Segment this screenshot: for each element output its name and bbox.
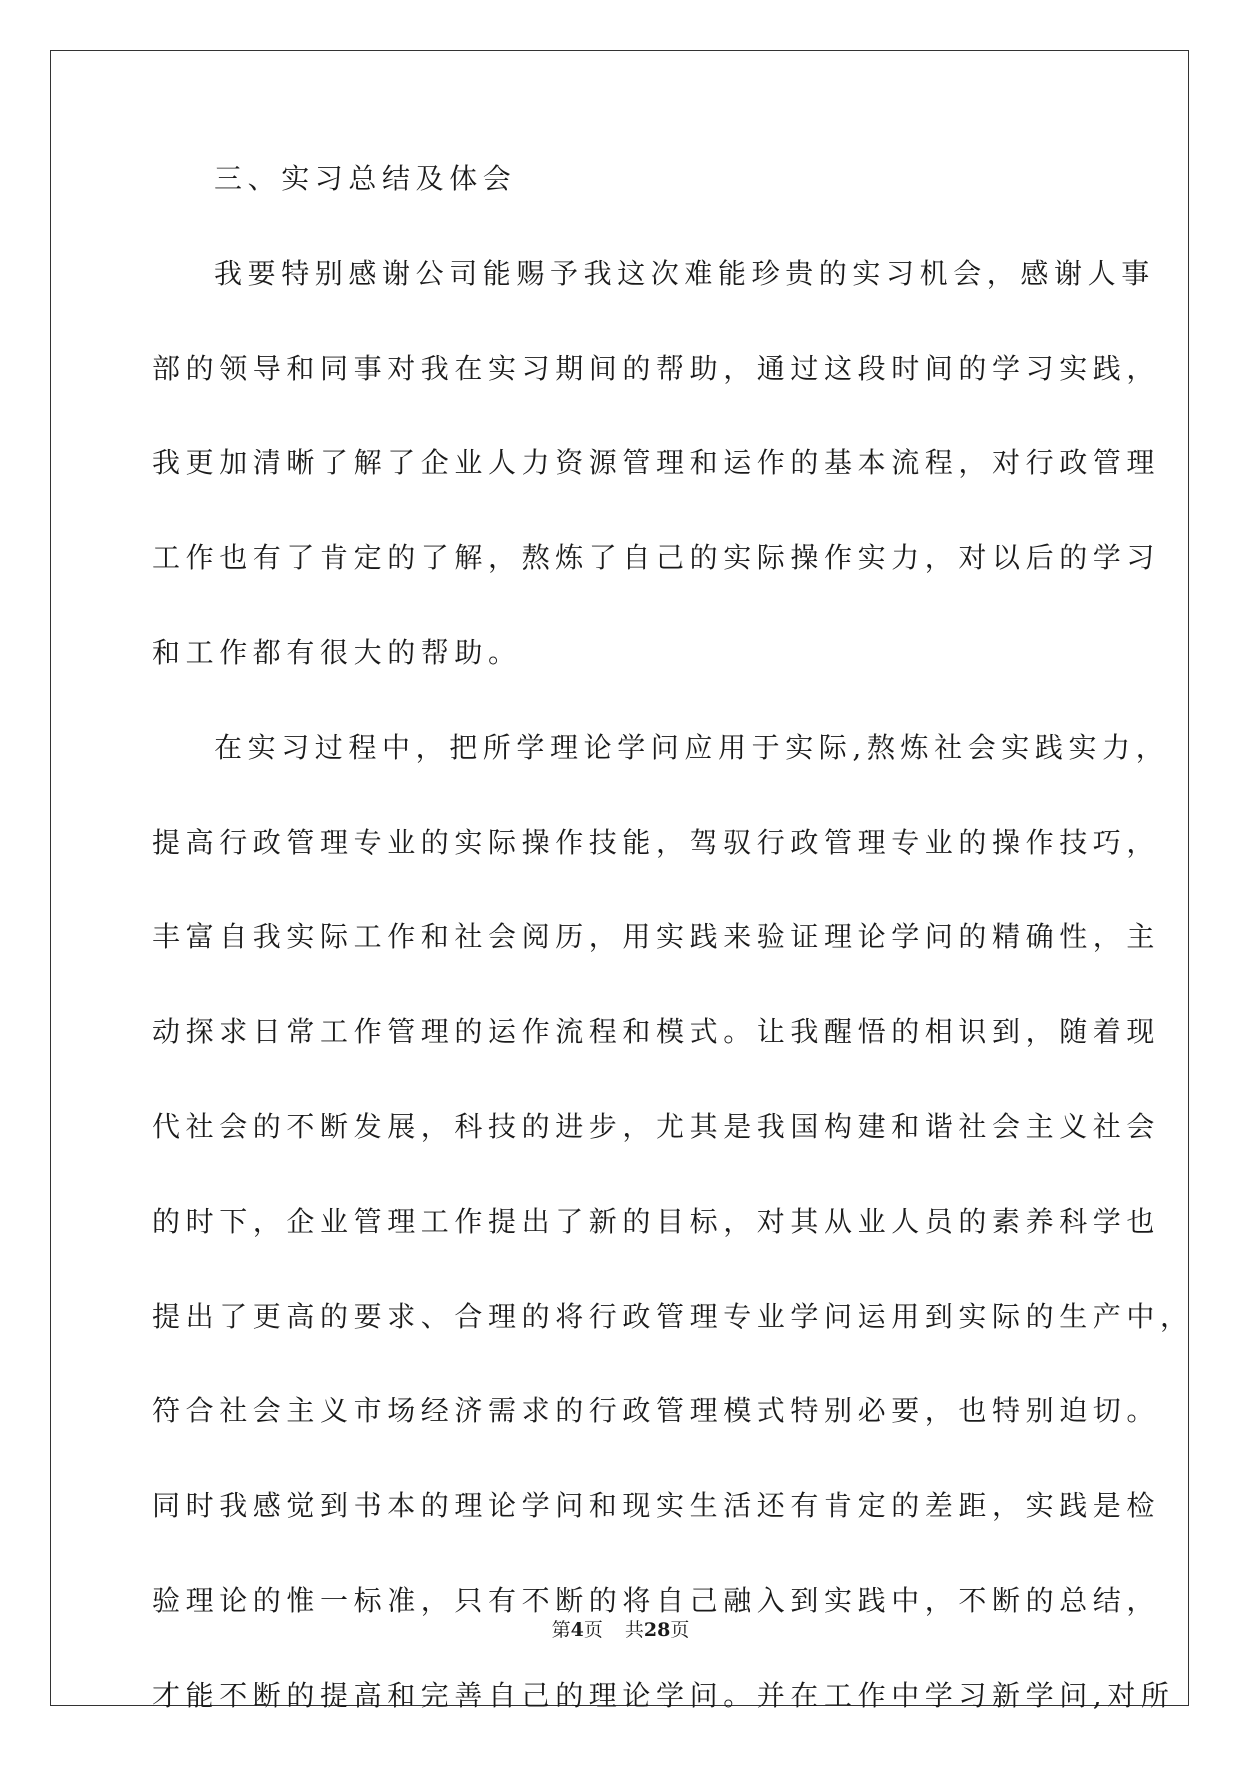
text-line: 动探求日常工作管理的运作流程和模式。让我醒悟的相识到，随着现 [152, 1015, 1161, 1049]
text-line: 提出了更高的要求、合理的将行政管理专业学问运用到实际的生产中， [152, 1299, 1194, 1333]
text-line: 部的领导和同事对我在实习期间的帮助，通过这段时间的学习实践， [152, 351, 1161, 385]
total-prefix: 共 [624, 1619, 644, 1641]
text-line: 提高行政管理专业的实际操作技能，驾驭行政管理专业的操作技巧， [152, 825, 1161, 859]
text-line: 才能不断的提高和完善自己的理论学问。并在工作中学习新学问,对所 [152, 1678, 1175, 1712]
text-line: 我要特别感谢公司能赐予我这次难能珍贵的实习机会，感谢人事 [214, 256, 1155, 290]
text-line: 工作也有了肯定的了解，熬炼了自己的实际操作实力，对以后的学习 [152, 541, 1161, 575]
current-page-number: 4 [570, 1619, 584, 1641]
page-footer [0, 1615, 1241, 1642]
text-line: 丰富自我实际工作和社会阅历，用实践来验证理论学问的精确性，主 [152, 920, 1161, 954]
text-line: 符合社会主义市场经济需求的行政管理模式特别必要，也特别迫切。 [152, 1394, 1161, 1428]
text-line: 的时下，企业管理工作提出了新的目标，对其从业人员的素养科学也 [152, 1204, 1161, 1238]
total-suffix: 页 [670, 1619, 690, 1641]
text-line: 同时我感觉到书本的理论学问和现实生活还有肯定的差距，实践是检 [152, 1489, 1161, 1523]
text-line: 代社会的不断发展，科技的进步，尤其是我国构建和谐社会主义社会 [152, 1109, 1161, 1143]
total-page-count: 28 [643, 1619, 671, 1641]
page-prefix: 第 [551, 1619, 571, 1641]
text-line: 在实习过程中，把所学理论学问应用于实际,熬炼社会实践实力， [214, 730, 1170, 764]
text-line: 我更加清晰了解了企业人力资源管理和运作的基本流程，对行政管理 [152, 446, 1161, 480]
text-line: 验理论的惟一标准，只有不断的将自己融入到实践中，不断的总结， [152, 1583, 1161, 1617]
document-body [152, 162, 1194, 1777]
text-line: 和工作都有很大的帮助。 [152, 635, 522, 669]
section-heading: 三、实习总结及体会 [214, 162, 517, 195]
page-suffix: 页 [583, 1619, 603, 1641]
